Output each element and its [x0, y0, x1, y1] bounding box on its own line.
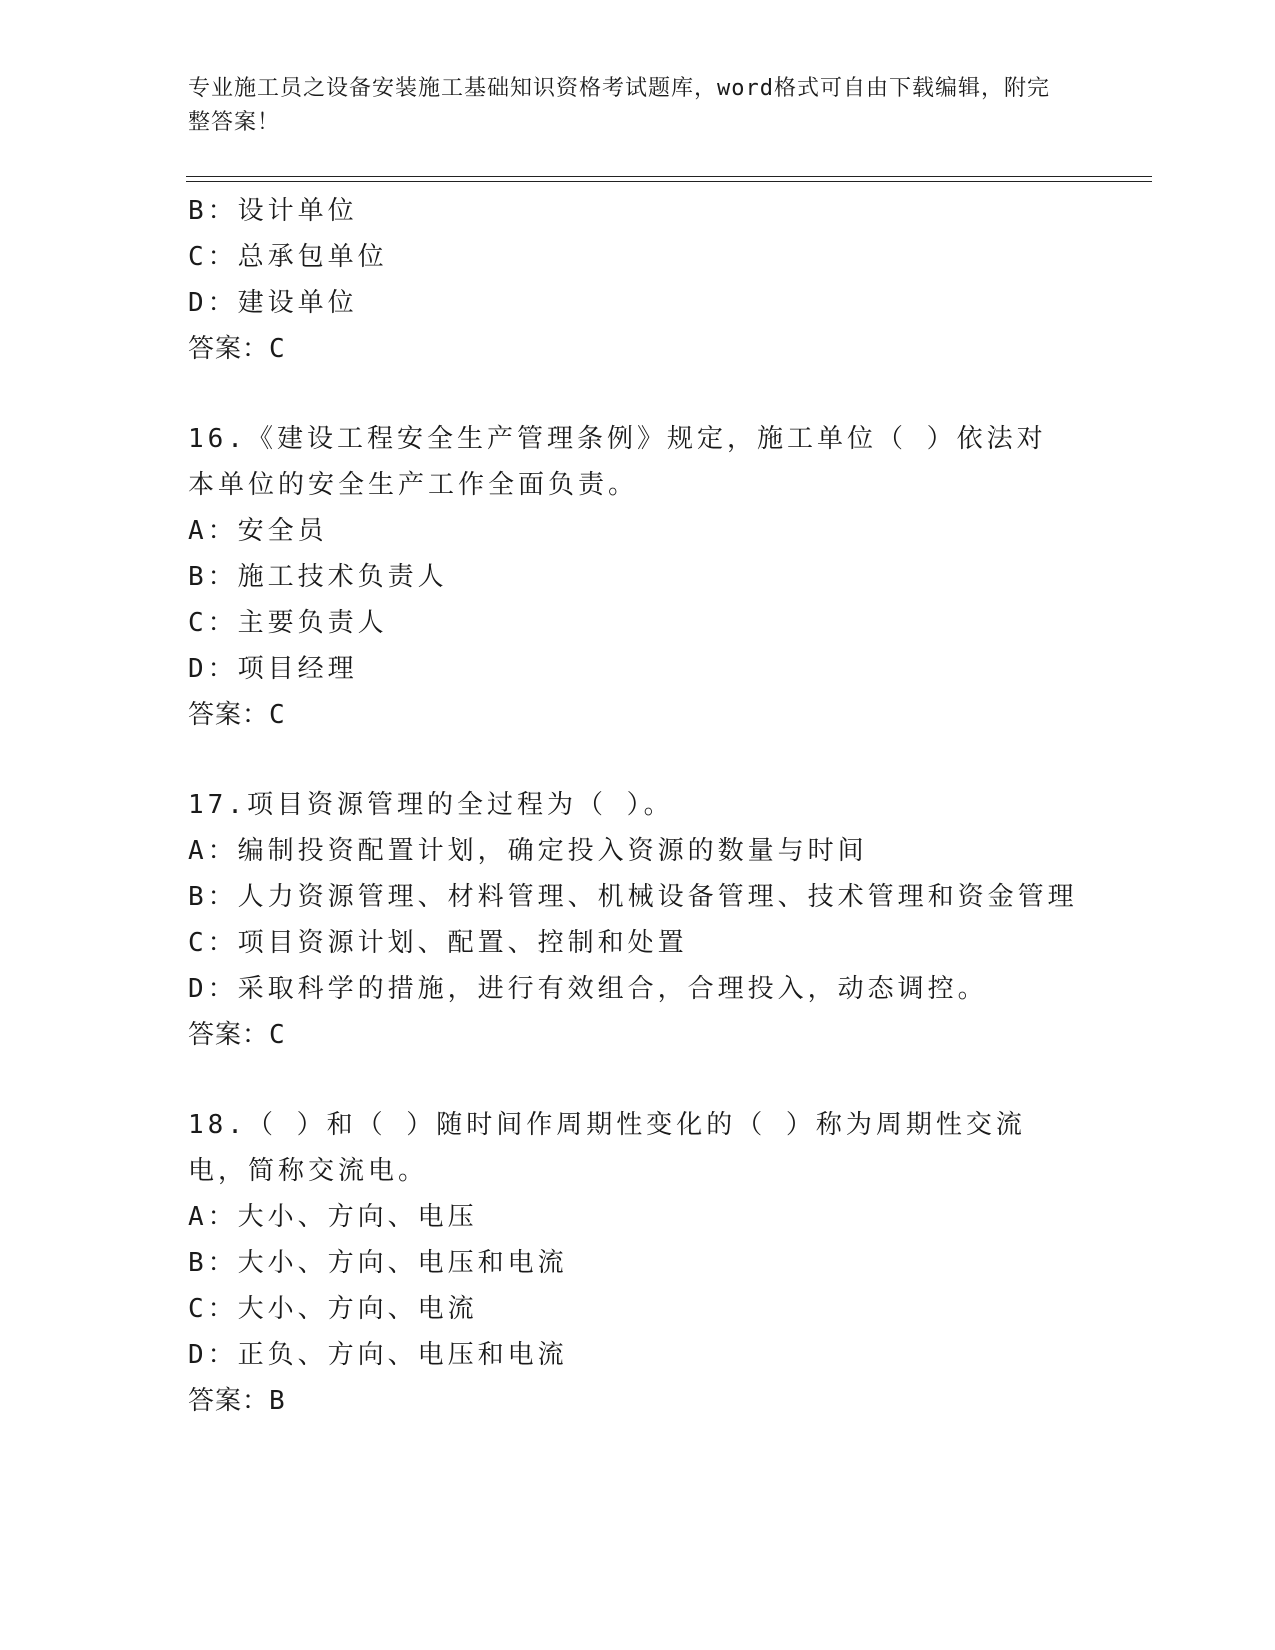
option-c: C：主要负责人: [188, 608, 388, 638]
option-d: D：建设单位: [188, 288, 358, 318]
option-b: B：施工技术负责人: [188, 562, 448, 592]
answer-value: C: [269, 334, 286, 364]
header-divider-bottom: [186, 181, 1152, 182]
option-d: D：项目经理: [188, 654, 358, 684]
answer-line: [188, 326, 1068, 372]
document-header: [188, 72, 1068, 140]
answer-label: 答案：: [188, 1386, 270, 1416]
answer-value: B: [269, 1386, 286, 1416]
question-stem: 17.项目资源管理的全过程为（ ）。: [188, 790, 674, 820]
option-c: C：总承包单位: [188, 242, 388, 272]
answer-line: [188, 1012, 1068, 1058]
option-a: A：安全员: [188, 516, 328, 546]
answer-label: 答案：: [188, 334, 270, 364]
answer-label: 答案：: [188, 700, 270, 730]
option-b: B：大小、方向、电压和电流: [188, 1248, 568, 1278]
option-a: A：编制投资配置计划，确定投入资源的数量与时间: [188, 836, 868, 866]
option-b: B：设计单位: [188, 196, 358, 226]
option-b: B：人力资源管理、材料管理、机械设备管理、技术管理和资金管理: [188, 882, 1078, 912]
question-16: [188, 416, 1068, 738]
option-a: A：大小、方向、电压: [188, 1202, 478, 1232]
option-c: C：大小、方向、电流: [188, 1294, 478, 1324]
option-d: D：正负、方向、电压和电流: [188, 1340, 568, 1370]
spacer: [188, 1058, 1068, 1102]
option-c: C：项目资源计划、配置、控制和处置: [188, 928, 688, 958]
spacer: [188, 738, 1068, 782]
question-15-partial: [188, 188, 1068, 372]
header-divider-top: [186, 176, 1152, 177]
question-17: [188, 782, 1078, 1058]
answer-line: [188, 692, 1068, 738]
answer-value: C: [269, 700, 286, 730]
header-title: 专业施工员之设备安装施工基础知识资格考试题库，word格式可自由下载编辑，附完整答案！: [188, 76, 1050, 135]
question-18: [188, 1102, 1068, 1424]
answer-value: C: [269, 1020, 286, 1050]
spacer: [188, 372, 1068, 416]
question-stem: 18.（ ）和（ ）随时间作周期性变化的（ ）称为周期性交流电，简称交流电。: [188, 1110, 1026, 1186]
answer-line: [188, 1378, 1068, 1424]
question-list: [188, 188, 1078, 1424]
question-stem: 16.《建设工程安全生产管理条例》规定，施工单位（ ）依法对本单位的安全生产工作全面负责。: [188, 424, 1047, 500]
option-d: D：采取科学的措施，进行有效组合，合理投入，动态调控。: [188, 974, 988, 1004]
answer-label: 答案：: [188, 1020, 270, 1050]
